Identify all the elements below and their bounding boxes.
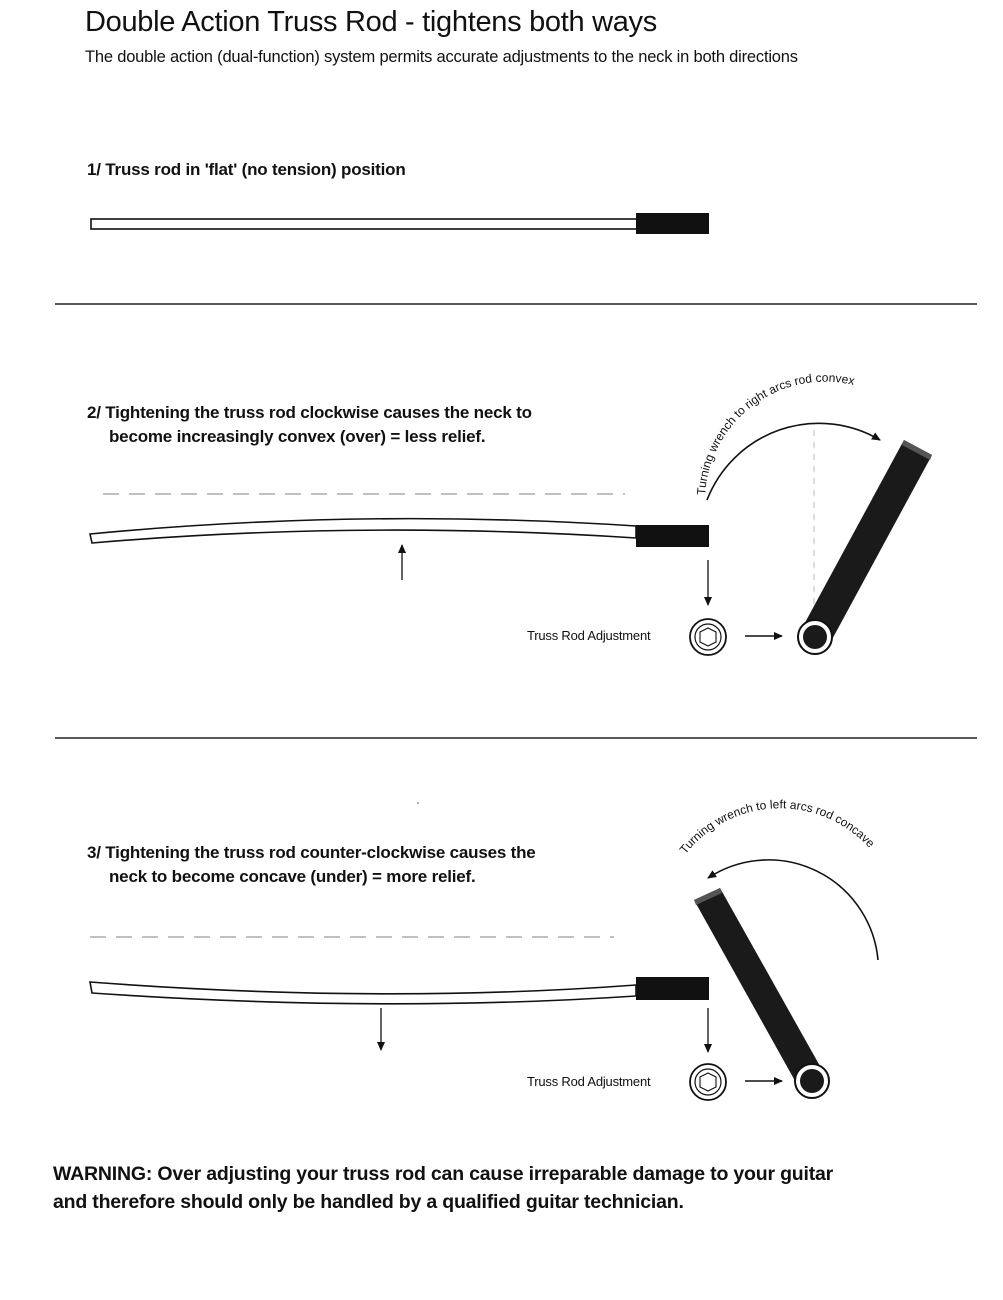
rod-body-convex [90, 519, 636, 543]
section-2-heading-line2: become increasingly convex (over) = less relief. [109, 427, 486, 446]
warning-line1: WARNING: Over adjusting your truss rod can cause irreparable damage to your guitar [53, 1163, 834, 1185]
rod-nut-block-flat [636, 213, 709, 234]
convex-rod [90, 519, 709, 547]
page-subtitle: The double action (dual-function) system permits accurate adjustments to the neck in both directions [85, 48, 798, 66]
section-2-heading-line1: 2/ Tightening the truss rod clockwise causes the neck to [87, 403, 532, 422]
section-1-heading: 1/ Truss rod in 'flat' (no tension) position [87, 160, 406, 179]
warning-line2: and therefore should only be handled by a qualified guitar technician. [53, 1191, 684, 1213]
arc-label-concave: Turning wrench to left arcs rod concave [676, 797, 878, 857]
truss-rod-adjustment-label-2: Truss Rod Adjustment [527, 628, 651, 643]
truss-rod-adjustment-label-3: Truss Rod Adjustment [527, 1074, 651, 1089]
rod-nut-block-convex [636, 525, 709, 547]
hex-nut-icon-3 [690, 1064, 726, 1100]
rod-nut-block-concave [636, 977, 709, 1000]
speck [417, 802, 419, 804]
hex-nut-icon-2 [690, 619, 726, 655]
rod-body-flat [91, 219, 637, 229]
section-3-heading-line1: 3/ Tightening the truss rod counter-clockwise causes the [87, 843, 536, 862]
wrench-icon-convex [798, 440, 932, 654]
arc-label-convex: Turning wrench to right arcs rod convex [694, 370, 856, 496]
flat-rod [91, 213, 709, 234]
section-3-heading-line2: neck to become concave (under) = more relief. [109, 867, 476, 886]
rod-body-concave [90, 982, 636, 1004]
concave-rod [90, 977, 709, 1004]
page-title: Double Action Truss Rod - tightens both ways [85, 6, 657, 38]
arc-arrow-convex [707, 423, 880, 500]
